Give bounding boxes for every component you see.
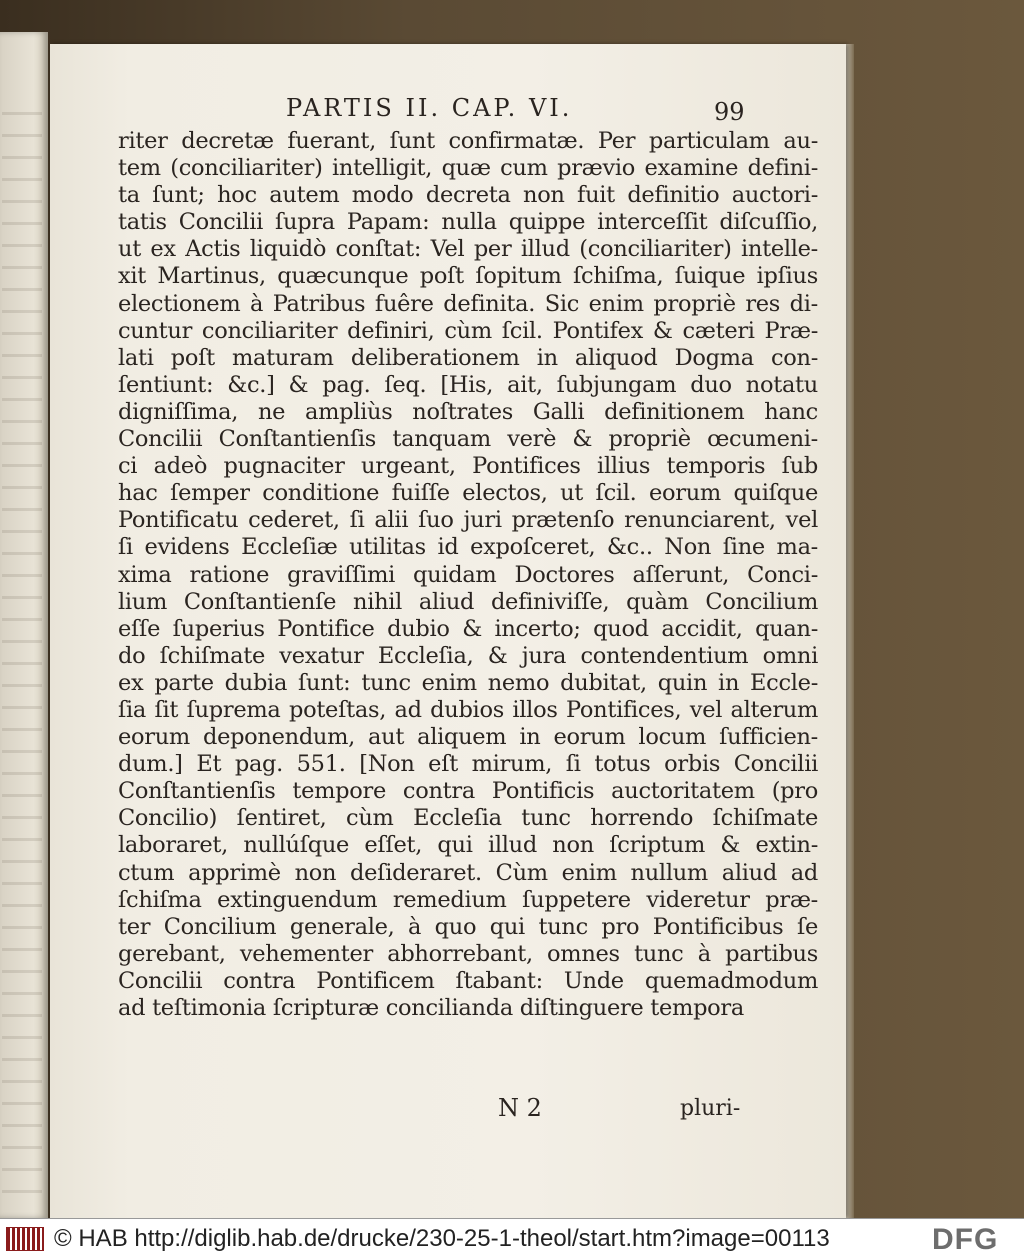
book-page — [50, 44, 846, 1218]
text-line: ter Concilium generale, à quo qui tunc pro Pontificibus ſe — [118, 913, 818, 940]
text-line: eſſe ſuperius Pontifice dubio & incerto; quod accidit, quan- — [118, 615, 818, 642]
text-line: tem (conciliariter) intelligit, quæ cum prævio examine defini- — [118, 155, 818, 182]
text-line: ut ex Actis liquidò conſtat: Vel per illud (conciliariter) intelle- — [118, 236, 818, 263]
text-line: ſia ſit ſuprema poteſtas, ad dubios illos Pontifices, vel alterum — [118, 696, 818, 723]
page-foot — [50, 1094, 846, 1134]
hab-logo-icon — [6, 1227, 44, 1251]
text-line: hac ſemper conditione fuiſſe electos, ut ſcil. eorum quiſque — [118, 480, 818, 507]
text-line: Concilii Conſtantienſis tanquam verè & propriè œcumeni- — [118, 426, 818, 453]
text-line: ad teſtimonia ſcripturæ concilianda diſtinguere tempora — [118, 995, 745, 1021]
body-text — [118, 128, 818, 1022]
text-line: ſi evidens Eccleſiæ utilitas id expoſceret, &c.. Non ſine ma- — [118, 534, 818, 561]
text-line: ctum apprimè non deſideraret. Cùm enim nullum aliud ad — [118, 859, 818, 886]
text-line: riter decretæ fuerant, ſunt confirmatæ. Per particulam au- — [118, 128, 818, 154]
text-line: laboraret, nullúſque eſſet, qui illud non ſcriptum & extin- — [118, 832, 818, 859]
footer-credit-link[interactable]: © HAB http://diglib.hab.de/drucke/230-25-1-theol/start.htm?image=00113 — [54, 1225, 830, 1252]
text-line: ex parte dubia ſunt: tunc enim nemo dubitat, quin in Eccle- — [118, 669, 818, 696]
text-line: digniſſima, ne ampliùs noſtrates Galli definitionem hanc — [118, 398, 818, 425]
signature-mark: N 2 — [498, 1094, 542, 1122]
text-line: Concilii contra Pontificem ſtabant: Unde quemadmodum — [118, 967, 818, 994]
text-line: ci adeò pugnaciter urgeant, Pontifices illius temporis ſub — [118, 453, 818, 480]
text-line: gerebant, vehementer abhorrebant, omnes tunc à partibus — [118, 940, 818, 967]
text-line: cuntur conciliariter definiri, cùm ſcil. Pontifex & cæteri Præ- — [118, 317, 818, 344]
text-line: tatis Concilii ſupra Papam: nulla quippe interceſſit diſcuſſio, — [118, 209, 818, 236]
catchword: pluri- — [680, 1096, 741, 1121]
text-line: lium Conſtantienſe nihil aliud definiviſſe, quàm Concilium — [118, 588, 818, 615]
text-line: lati poſt maturam deliberationem in aliquod Dogma con- — [118, 344, 818, 371]
text-line: ta ſunt; hoc autem modo decreta non fuit definitio auctori- — [118, 182, 818, 209]
text-line: do ſchiſmate vexatur Eccleſia, & jura contendentium omni — [118, 642, 818, 669]
previous-page-text-fragment — [2, 112, 42, 1212]
text-line: xima ratione graviſſimi quidam Doctores aſſerunt, Conci- — [118, 561, 818, 588]
page-edge-shadow — [846, 44, 854, 1218]
footer-bar — [0, 1218, 1024, 1259]
running-head-title: PARTIS II. CAP. VI. — [286, 94, 573, 122]
text-line: dum.] Et pag. 551. [Non eſt mirum, ſi totus orbis Concilii — [118, 751, 818, 778]
text-line: Conſtantienſis tempore contra Pontificis auctoritatem (pro — [118, 778, 818, 805]
text-line: ſchiſma extinguendum remedium ſuppetere videretur præ- — [118, 886, 818, 913]
text-line: ſentiunt: &c.] & pag. ſeq. [His, ait, ſubjungam duo notatu — [118, 371, 818, 398]
text-line: Pontificatu cederet, ſi alii ſuo juri prætenſo renunciarent, vel — [118, 507, 818, 534]
page-number: 99 — [714, 98, 745, 126]
text-line: electionem à Patribus fuêre definita. Sic enim propriè res di- — [118, 290, 818, 317]
text-line: xit Martinus, quæcunque poſt ſopitum ſchiſma, ſuique ipſius — [118, 263, 818, 290]
text-line: Concilio) ſentiret, cùm Eccleſia tunc horrendo ſchiſmate — [118, 805, 818, 832]
text-line: eorum deponendum, aut aliquem in eorum locum ſufficien- — [118, 724, 818, 751]
previous-page-edge — [0, 32, 48, 1218]
dfg-logo: DFG — [932, 1223, 999, 1256]
